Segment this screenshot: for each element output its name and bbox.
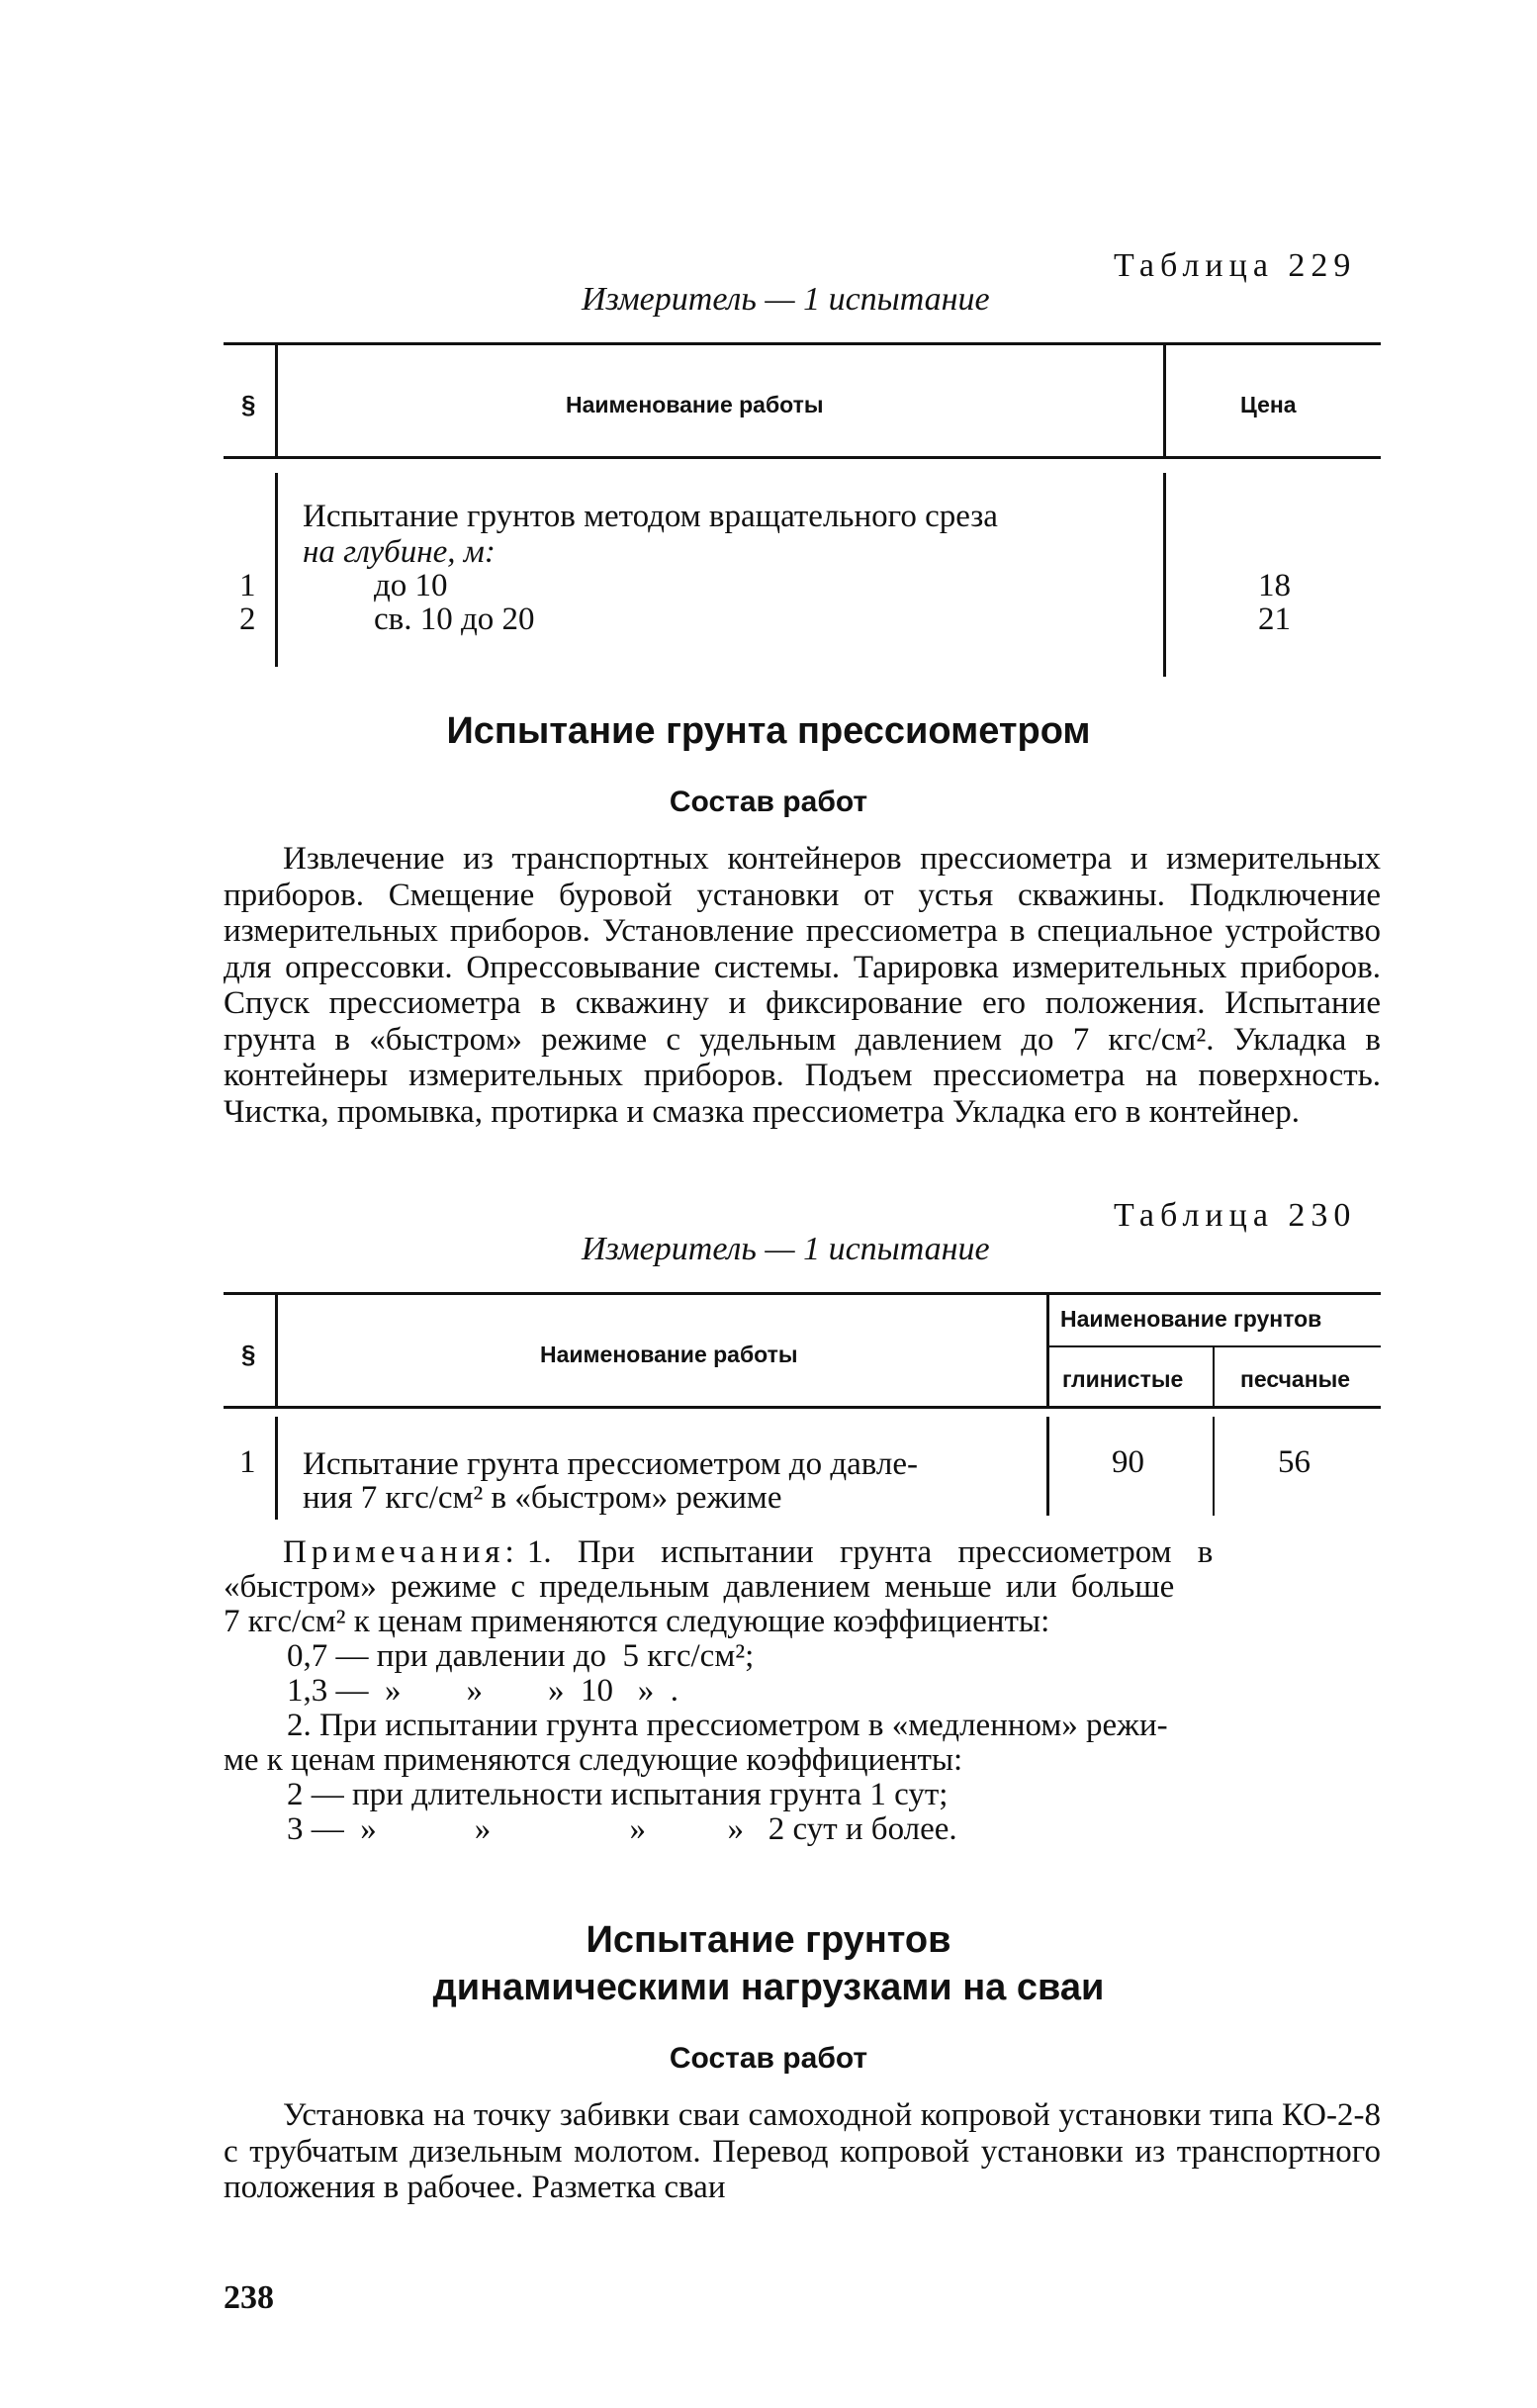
section-2-title-line2: динамическими нагрузками на сваи: [432, 1967, 1105, 2008]
table-230-row-num: 1: [239, 1444, 256, 1480]
notes-n2-line2: ме к ценам применяются следующие коэффициенты:: [224, 1742, 963, 1778]
table-230-row-clay: 90: [1112, 1444, 1144, 1480]
table-229-header-rule: [224, 456, 1381, 459]
table-230-row-name-line1: Испытание грунта прессиометром до давле-: [303, 1446, 919, 1482]
table-230-header-rule: [224, 1406, 1381, 1409]
table-230-meter: Измеритель — 1 испытание: [582, 1231, 990, 1267]
section-2-subtitle: Состав работ: [669, 2042, 868, 2075]
notes-n1-line1: 1. При испытании грунта прессиометром в: [526, 1534, 1214, 1570]
table-229-row-price: 18: [1258, 568, 1291, 603]
table-229-header-work: Наименование работы: [566, 392, 824, 417]
table-230-header-work: Наименование работы: [540, 1342, 798, 1367]
table-229-row-num: 2: [239, 602, 256, 637]
table-230-label: Таблица 230: [1114, 1197, 1357, 1234]
section-1-body: Извлечение из транспортных контейнеров прессиометра и измерительных приборов. Смещение буровой установки от устья скважины. Подключение измерительных приборов. Установление прессиометра в специальное устройство для опрессовки. Опрессовывание системы. Тарировка измерительных приборов. Спуск прессиометра в скважину и фиксирование его положения. Испытание грунта в «быстром» режиме с удельным давлением до 7 кгс/см². Укладка в контейнеры измерительных приборов. Подъем прессиометра на поверхность. Чистка, промывка, протирка и смазка прессиометра Укладка его в контейнер.: [224, 841, 1381, 1130]
notes-n1-line3: 7 кгс/см² к ценам применяются следующие коэффициенты:: [224, 1604, 1050, 1639]
notes-coef-2: 1,3 — » » » 10 » .: [287, 1673, 678, 1709]
table-230-header-clay: глинистые: [1062, 1366, 1184, 1392]
table-229-intro-line1: Испытание грунтов методом вращательного среза: [303, 499, 998, 534]
section-1-title: Испытание грунта прессиометром: [446, 710, 1091, 752]
table-229-col-divider: [275, 473, 278, 667]
section-1-subtitle: Состав работ: [669, 786, 868, 818]
table-229-label: Таблица 229: [1114, 247, 1357, 284]
table-230-top-rule: [224, 1292, 1381, 1295]
table-229-row-name: до 10: [374, 568, 448, 603]
table-229-row-price: 21: [1258, 602, 1291, 637]
section-2-title-line1: Испытание грунтов: [586, 1919, 951, 1961]
table-230-col-divider: [1213, 1417, 1215, 1516]
table-230-header-section: §: [241, 1340, 256, 1369]
notes-n1-line2: «быстром» режиме с предельным давлением меньше или больше: [224, 1569, 1175, 1605]
table-230-row-name-line2: ния 7 кгс/см² в «быстром» режиме: [303, 1480, 782, 1516]
table-229-col-divider: [1163, 473, 1166, 677]
table-229-intro-line2: на глубине, м:: [303, 534, 496, 570]
notes-coef-4: 3 — » » » » 2 сут и более.: [287, 1811, 957, 1847]
table-229-meter: Измеритель — 1 испытание: [582, 281, 990, 318]
notes-label: Примечания:: [283, 1534, 519, 1570]
page-number: 238: [224, 2279, 274, 2316]
notes-coef-1: 0,7 — при давлении до 5 кгс/см²;: [287, 1638, 755, 1674]
table-229-top-rule: [224, 342, 1381, 345]
table-230-header-soil-group: Наименование грунтов: [1060, 1306, 1322, 1332]
table-229-header-price: Цена: [1240, 392, 1297, 417]
table-229-row-name: св. 10 до 20: [374, 602, 535, 637]
table-229-header-section: §: [241, 390, 256, 419]
table-230-col-divider: [1213, 1347, 1215, 1406]
table-230-col-divider: [1046, 1295, 1049, 1406]
table-230-row-sand: 56: [1278, 1444, 1311, 1480]
notes-coef-3: 2 — при длительности испытания грунта 1 сут;: [287, 1777, 949, 1812]
table-229-col-divider: [275, 345, 278, 456]
table-230-col-divider: [1046, 1417, 1049, 1516]
notes-n2-line1: 2. При испытании грунта прессиометром в «медленном» режи-: [287, 1708, 1168, 1743]
table-229-row-num: 1: [239, 568, 256, 603]
notes-line-1: [224, 1535, 1213, 1570]
section-2-body: Установка на точку забивки сваи самоходной копровой установки типа КО-2-8 с трубчатым дизельным молотом. Перевод копровой установки из транспортного положения в рабочее. Разметка сваи: [224, 2097, 1381, 2205]
table-229-col-divider: [1163, 345, 1166, 456]
table-230-col-divider: [275, 1295, 278, 1406]
table-230-header-sand: песчаные: [1240, 1366, 1351, 1392]
table-230-col-divider: [275, 1417, 278, 1520]
